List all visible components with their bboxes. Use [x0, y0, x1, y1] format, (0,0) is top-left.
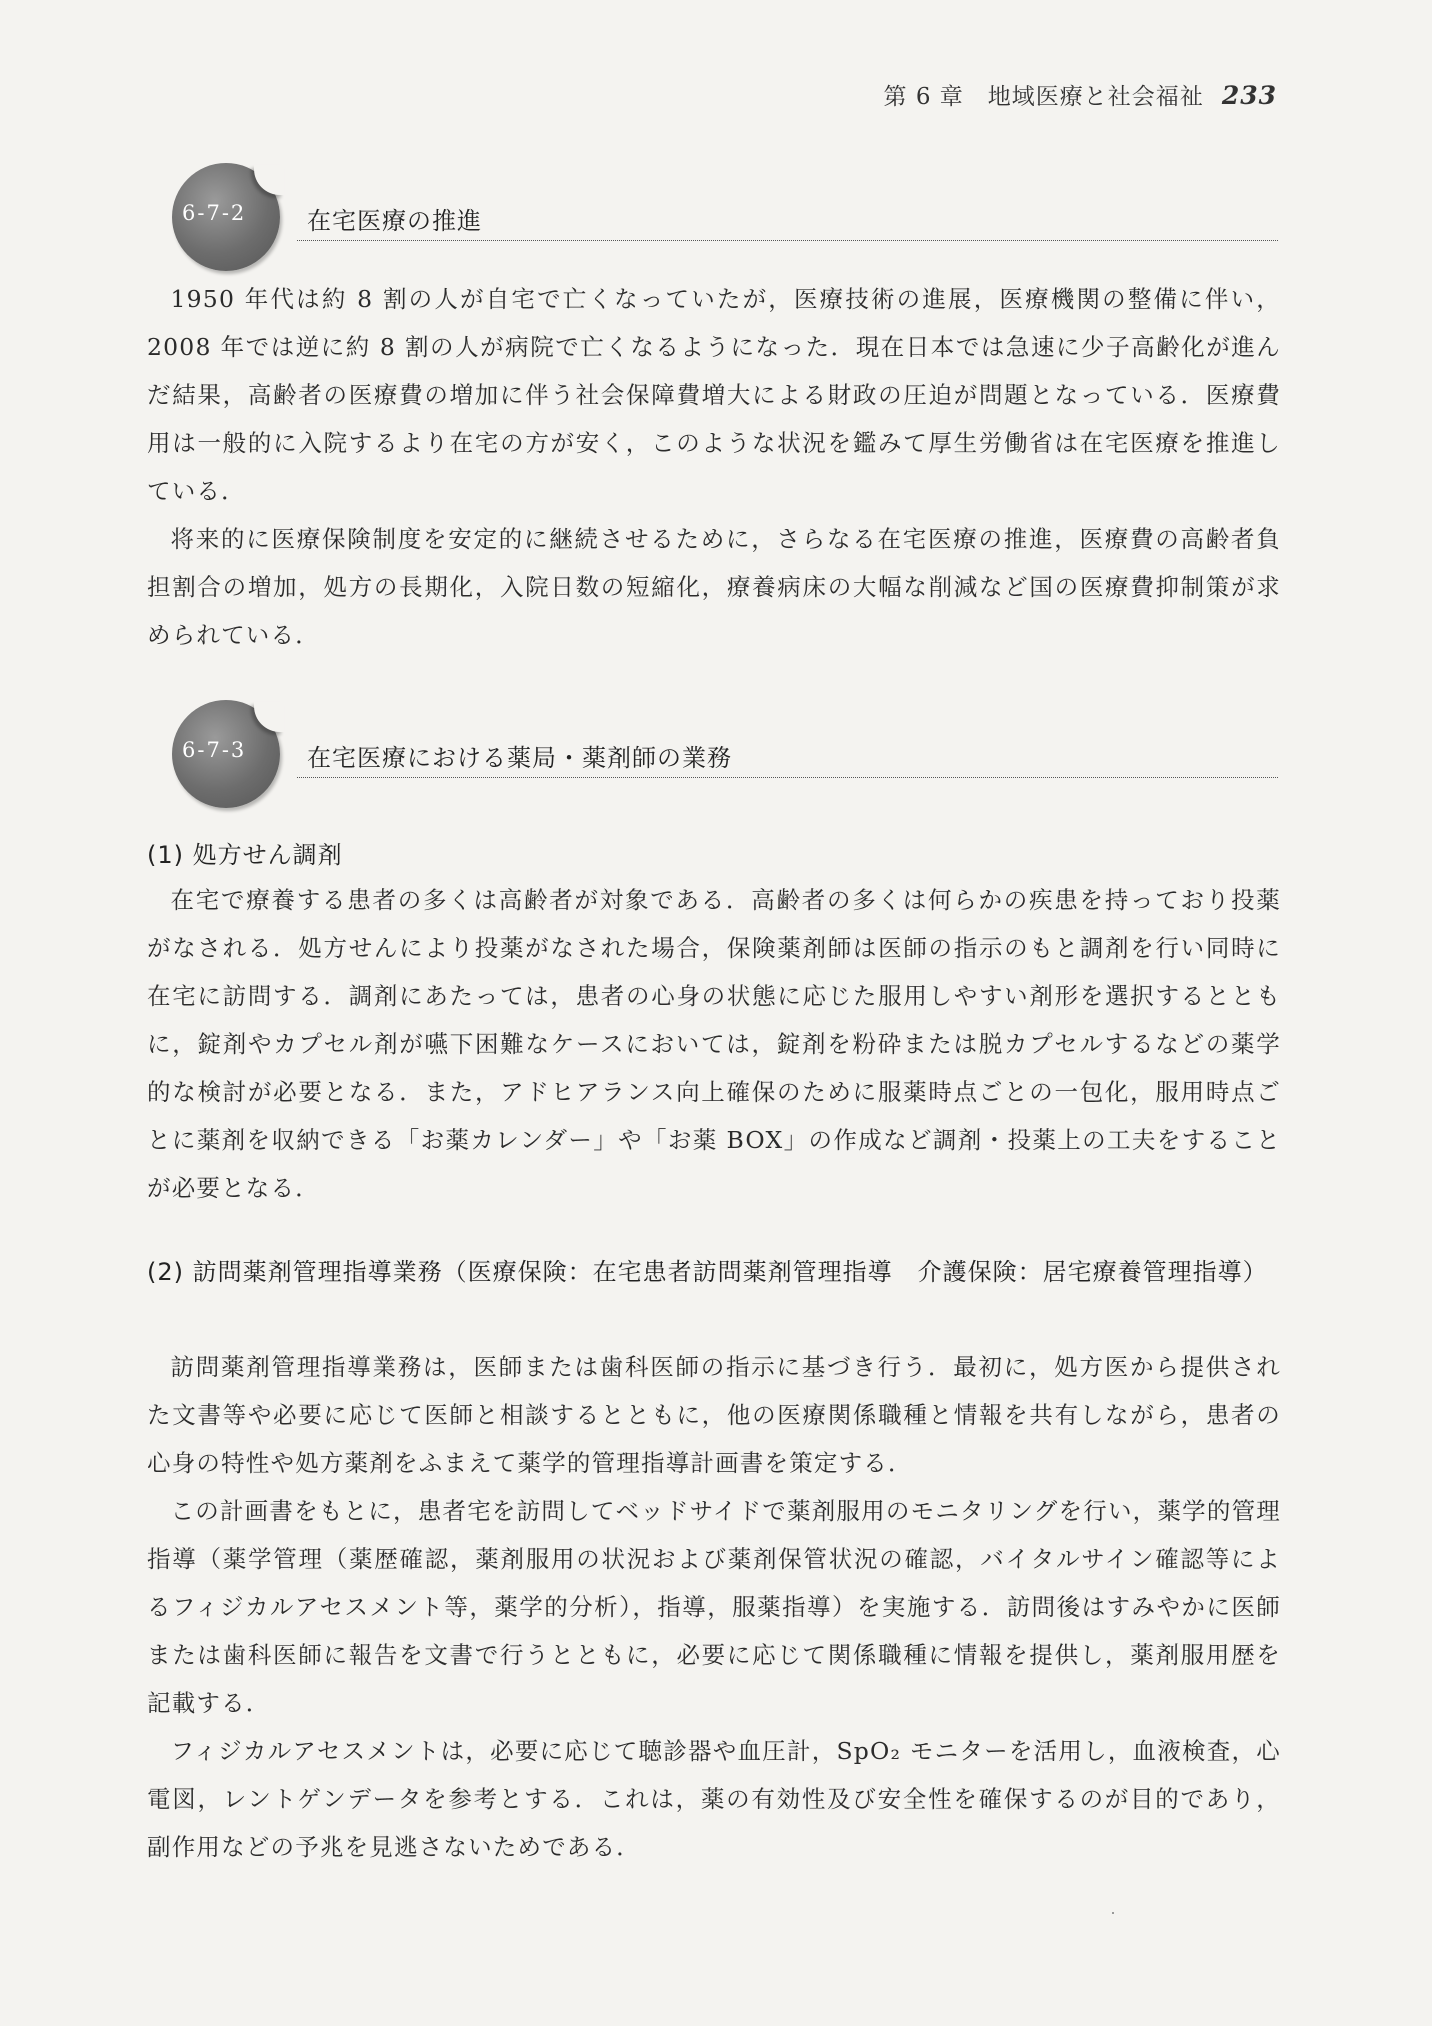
running-head	[884, 78, 1277, 111]
section-number: 6-7-2	[182, 201, 247, 225]
paragraph: この計画書をもとに，患者宅を訪問してベッドサイドで薬剤服用のモニタリングを行い，薬学的管理指導（薬学管理（薬歴確認，薬剤服用の状況および薬剤保管状況の確認，バイタルサイン確認等によるフィジカルアセスメント等，薬学的分析），指導，服薬指導）を実施する．訪問後はすみやかに医師または歯科医師に報告を文書で行うとともに，必要に応じて関係職種に情報を提供し，薬剤服用歴を記載する．	[147, 1497, 1281, 1717]
dotted-rule	[297, 777, 1278, 778]
section-body-6-7-2	[147, 275, 1281, 659]
paragraph: 1950 年代は約 8 割の人が自宅で亡くなっていたが，医療技術の進展，医療機関の整備に伴い，2008 年では逆に約 8 割の人が病院で亡くなるようになった．現在日本では急速に少子高齢化が進んだ結果，高齢者の医療費の増加に伴う社会保障費増大による財政の圧迫が問題となっている．医療費用は一般的に入院するより在宅の方が安く，このような状況を鑑みて厚生労働省は在宅医療を推進している．	[147, 285, 1281, 505]
section-title: 在宅医療における薬局・薬剤師の業務	[307, 744, 732, 772]
section-number: 6-7-3	[182, 738, 247, 762]
subsection-body-1	[147, 876, 1281, 1212]
subsection-heading-2: (2) 訪問薬剤管理指導業務（医療保険：在宅患者訪問薬剤管理指導 介護保険：居宅療養管理指導）	[147, 1258, 1268, 1286]
chapter-title: 第 6 章 地域医療と社会福祉	[883, 84, 1204, 110]
paragraph: 在宅で療養する患者の多くは高齢者が対象である．高齢者の多くは何らかの疾患を持っており投薬がなされる．処方せんにより投薬がなされた場合，保険薬剤師は医師の指示のもと調剤を行い同時に在宅に訪問する．調剤にあたっては，患者の心身の状態に応じた服用しやすい剤形を選択するとともに，錠剤やカプセル剤が嚥下困難なケースにおいては，錠剤を粉砕または脱カプセルするなどの薬学的な検討が必要となる．また，アドヒアランス向上確保のために服薬時点ごとの一包化，服用時点ごとに薬剤を収納できる「お薬カレンダー」や「お薬 BOX」の作成など調剤・投薬上の工夫をすることが必要となる．	[147, 886, 1281, 1202]
dotted-rule	[297, 240, 1278, 241]
page-number: 233	[1221, 81, 1277, 110]
paragraph: フィジカルアセスメントは，必要に応じて聴診器や血圧計，SpO₂ モニターを活用し，血液検査，心電図，レントゲンデータを参考とする．これは，薬の有効性及び安全性を確保するのが目的であり，副作用などの予兆を見逃さないためである．	[147, 1737, 1281, 1861]
section-heading-6-7-2	[172, 163, 1278, 273]
paragraph: 将来的に医療保険制度を安定的に継続させるために，さらなる在宅医療の推進，医療費の高齢者負担割合の増加，処方の長期化，入院日数の短縮化，療養病床の大幅な削減など国の医療費抑制策が求められている．	[147, 525, 1281, 649]
subsection-body-2	[147, 1343, 1281, 1871]
paragraph: 訪問薬剤管理指導業務は，医師または歯科医師の指示に基づき行う．最初に，処方医から提供された文書等や必要に応じて医師と相談するとともに，他の医療関係職種と情報を共有しながら，患者の心身の特性や処方薬剤をふまえて薬学的管理指導計画書を策定する．	[147, 1353, 1281, 1477]
subsection-heading-1: (1) 処方せん調剤	[147, 841, 343, 869]
section-title: 在宅医療の推進	[307, 207, 482, 235]
section-heading-6-7-3	[172, 700, 1278, 810]
page-speck	[1112, 1912, 1114, 1914]
